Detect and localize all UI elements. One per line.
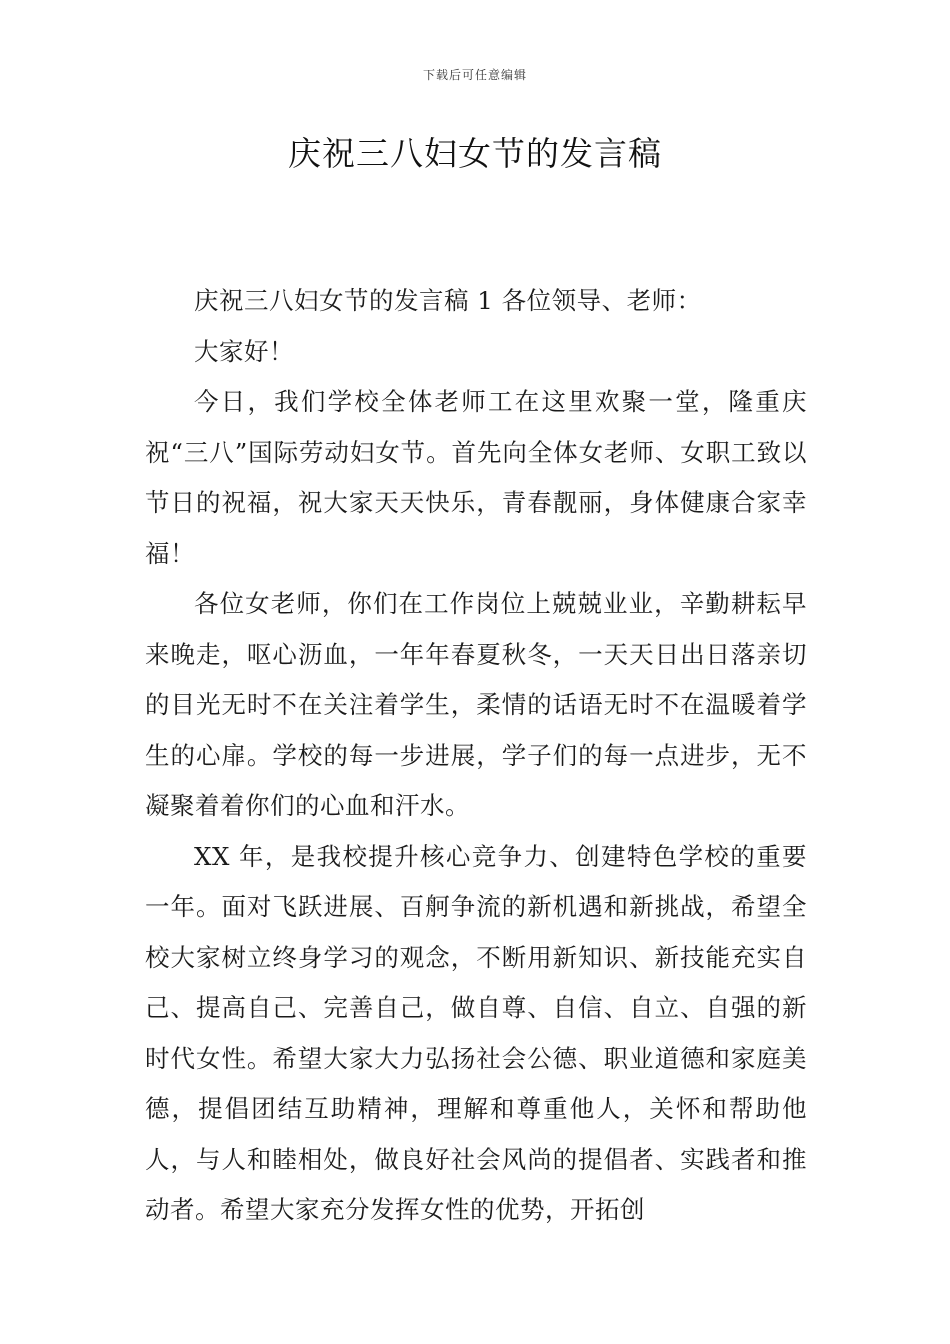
paragraph-celebration: 今日，我们学校全体老师工在这里欢聚一堂，隆重庆祝“三八”国际劳动妇女节。首先向全体女老师、女职工致以节日的祝福，祝大家天天快乐，青春靓丽，身体健康合家幸福！ (145, 387, 807, 568)
header-note: 下载后可任意编辑 (422, 68, 527, 82)
paragraph-greeting-line: 庆祝三八妇女节的发言稿 1 各位领导、老师： (194, 286, 702, 315)
paragraph-xx-year: XX 年，是我校提升核心竞争力、创建特色学校的重要一年。面对飞跃进展、百舸争流的新机遇和新挑战，希望全校大家树立终身学习的观念，不断用新知识、新技能充实自己、提高自己、完善自己，做自尊、自信、自立、自强的新时代女性。希望大家大力弘扬社会公德、职业道德和家庭美德，提倡团结互助精神，理解和尊重他人，关怀和帮助他人，与人和睦相处，做良好社会风尚的提倡者、实践者和推动者。希望大家充分发挥女性的优势，开拓创 (145, 841, 807, 1224)
document-body (145, 276, 807, 1236)
paragraph-teachers: 各位女老师，你们在工作岗位上兢兢业业，辛勤耕耘早来晚走，呕心沥血，一年年春夏秋冬，一天天日出日落亲切的目光无时不在关注着学生，柔情的话语无时不在温暖着学生的心扉。学校的每一步进展，学子们的每一点进步，无不凝聚着着你们的心血和汗水。 (145, 589, 807, 820)
paragraph-hello: 大家好！ (194, 336, 294, 366)
document-title: 庆祝三八妇女节的发言稿 (288, 134, 662, 173)
